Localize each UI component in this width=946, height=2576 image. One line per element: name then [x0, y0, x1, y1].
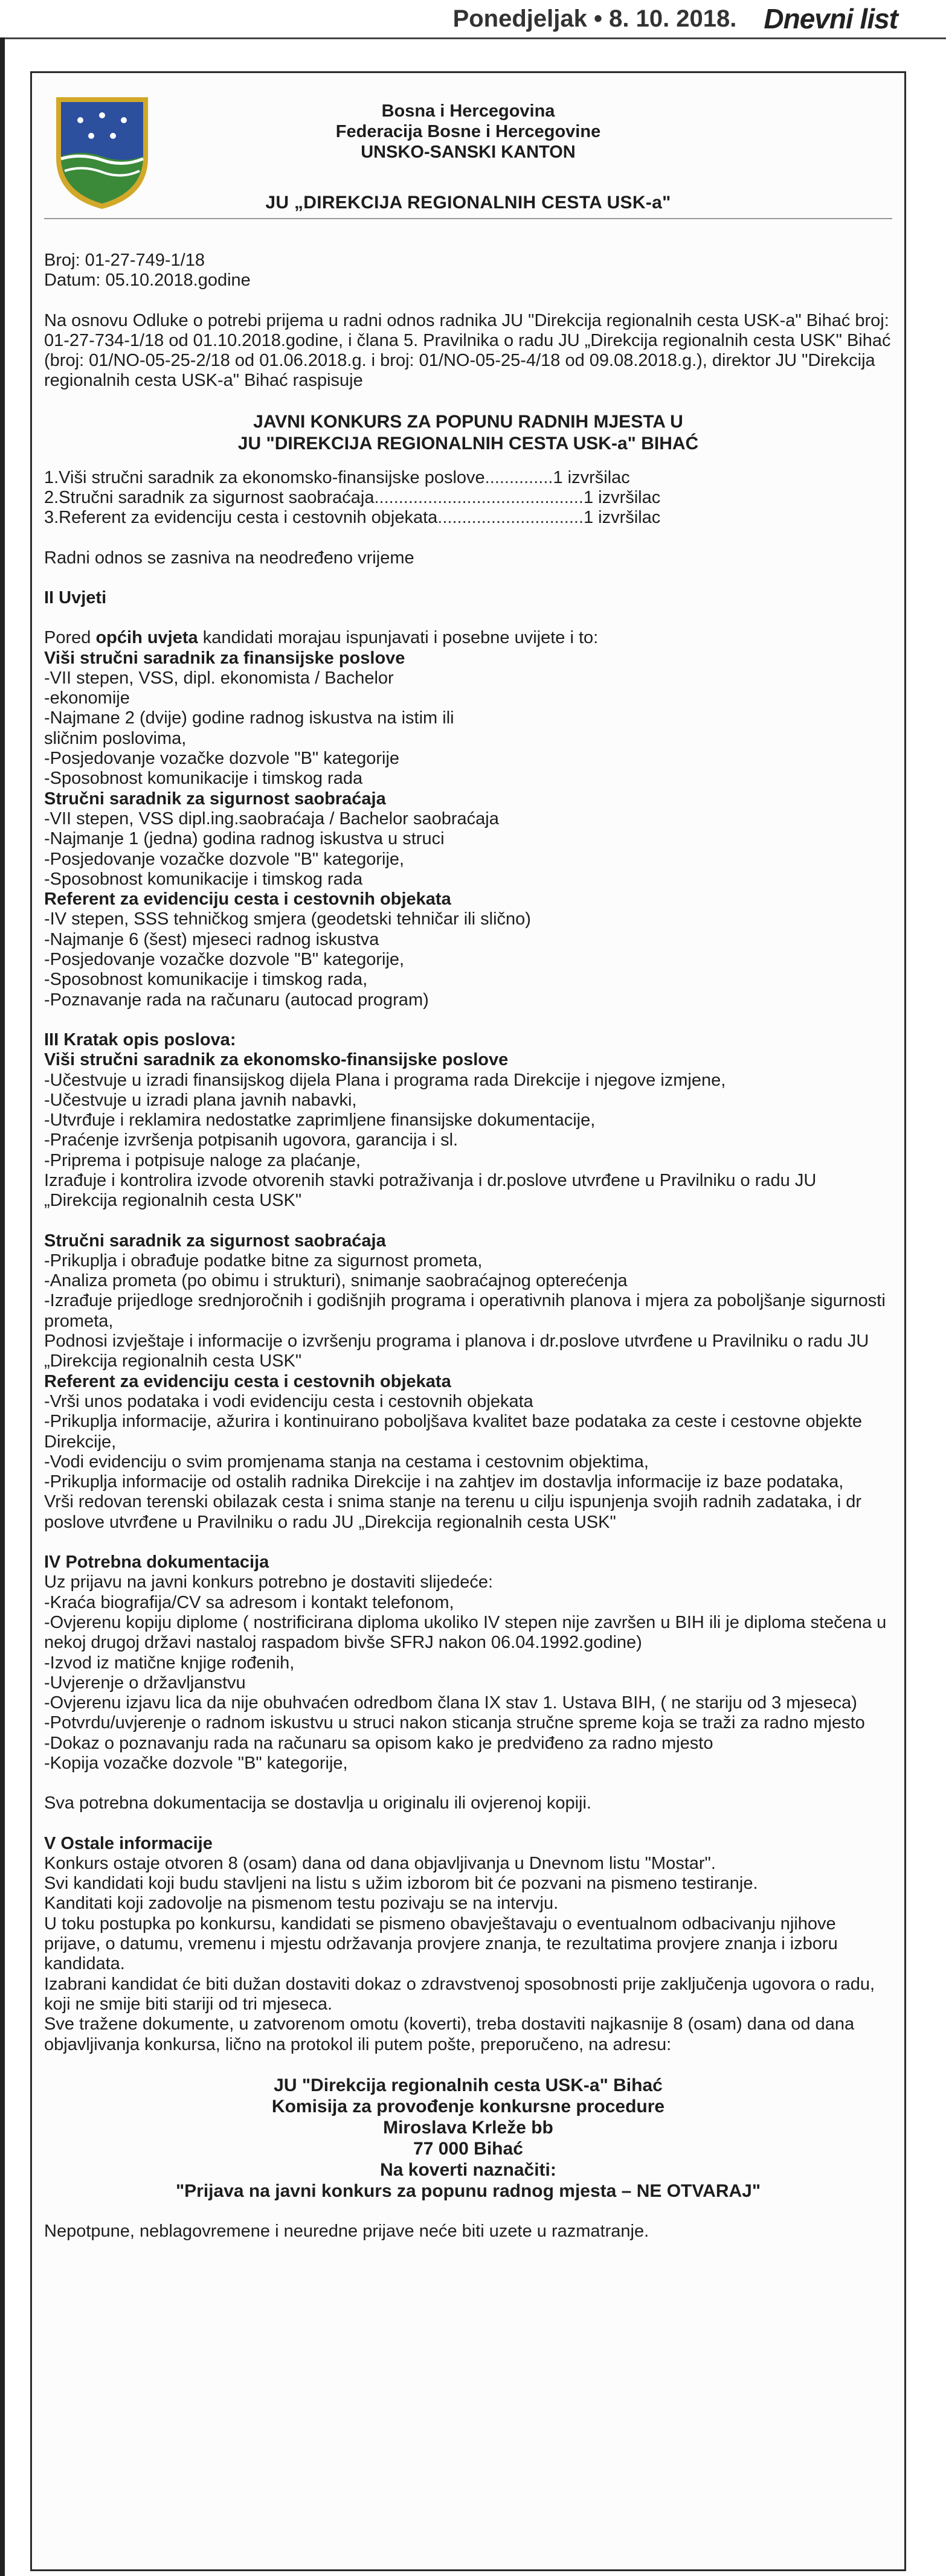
lead-text: kandidati morajau ispunjavati i posebne uvijete i to: [198, 628, 599, 648]
duties-groups [44, 1050, 892, 1533]
address-line: Komisija za provođenje konkursne procedure [271, 2096, 665, 2116]
dot-leader: .............................. [437, 508, 584, 528]
list-item: -Uvjerenje o državljanstvu [44, 1673, 246, 1693]
list-item: -Praćenje izvršenja potpisanih ugovora, garancija i sl. [44, 1130, 459, 1150]
list-item: -Prikuplja informacije od ostalih radnika Direkcije i na zahtjev im dostavlja informacije iz baze podataka, [44, 1472, 844, 1492]
footer-note: Nepotpune, neblagovremene i neuredne prijave neće biti uzete u razmatranje. [44, 2221, 649, 2241]
institution-name: JU „DIREKCIJA REGIONALNIH CESTA USK-a" [265, 193, 671, 213]
section-subtitle: Stručni saradnik za sigurnost saobraćaja [44, 789, 386, 809]
section-subtitle: Stručni saradnik za sigurnost saobraćaja [44, 1231, 386, 1251]
section-subtitle: Referent za evidenciju cesta i cestovnih objekata [44, 889, 451, 909]
list-item: -Sposobnost komunikacije i timskog rada [44, 869, 363, 889]
position-item [44, 488, 892, 508]
list-item: -Izvod iz matične knjige rođenih, [44, 1653, 295, 1673]
section-subtitle: Viši stručni saradnik za ekonomsko-finansijske poslove [44, 1050, 509, 1070]
lead-emphasis: općih uvjeta [95, 628, 198, 648]
country-line: Bosna i Hercegovina [381, 101, 555, 121]
list-item: -Vodi evidenciju o svim promjenama stanja na cestama i cestovnim objektima, [44, 1452, 649, 1472]
address-line: Miroslava Krleže bb [383, 2117, 553, 2138]
employment-note: Radni odnos se zasniva na neodređeno vrijeme [44, 548, 414, 568]
address-line: 77 000 Bihać [413, 2138, 523, 2159]
submission-address [44, 2075, 892, 2202]
job-announcement [30, 71, 906, 2571]
list-item: -Posjedovanje vozačke dozvole "B" kategorije [44, 749, 400, 769]
list-item: Vrši redovan terenski obilazak cesta i snima stanje na terenu u cilju ispunjenja svojih radnih zadataka, i dr poslove utvrđene u Pravilniku o radu JU „Direkcija regionalnih cesta USK" [44, 1492, 861, 1532]
list-item: -Kraća biografija/CV sa adresom i kontakt telefonom, [44, 1592, 454, 1612]
list-item: -VII stepen, VSS, dipl. ekonomista / Bachelor [44, 668, 394, 688]
position-label: 2.Stručni saradnik za sigurnost saobraćaja [44, 488, 375, 508]
position-item [44, 468, 892, 488]
documentation-note: Sva potrebna dokumentacija se dostavlja u originalu ili ovjerenoj kopiji. [44, 1793, 591, 1813]
list-item: -Kopija vozačke dozvole "B" kategorije, [44, 1754, 348, 1773]
position-label: 3.Referent za evidenciju cesta i cestovnih objekata [44, 508, 438, 528]
list-item: -Posjedovanje vozačke dozvole "B" kategorije, [44, 950, 405, 970]
envelope-instruction: "Prijava na javni konkurs za popunu radnog mjesta – NE OTVARAJ" [175, 2180, 761, 2201]
canton-line: UNSKO-SANSKI KANTON [361, 143, 576, 162]
newspaper-name: Dnevni list [764, 3, 898, 34]
position-count: 1 izvršilac [584, 508, 661, 528]
list-item: Konkurs ostaje otvoren 8 (osam) dana od dana objavljivanja u Dnevnom listu "Mostar". [44, 1853, 716, 1873]
list-item: Izabrani kandidat će biti dužan dostaviti dokaz o zdravstvenoj sposobnosti prije zaključenja ugovora o radu, koji ne smije biti stariji od tri mjeseca. [44, 1974, 875, 2014]
dot-leader: .............. [484, 467, 553, 487]
list-item: -Ovjerenu izjavu lica da nije obuhvaćen odredbom člana IX stav 1. Ustava BIH, ( ne stariju od 3 mjeseca) [44, 1693, 857, 1713]
newspaper-masthead [0, 0, 946, 37]
position-item [44, 508, 892, 528]
list-item: -Potvrdu/uvjerenje o radnom iskustvu u struci nakon sticanja stručne spreme koja se traži za radno mjesto [44, 1713, 865, 1733]
list-item: -Učestvuje u izradi plana javnih nabavki, [44, 1090, 357, 1110]
address-line: JU "Direkcija regionalnih cesta USK-a" Bihać [274, 2075, 663, 2095]
conditions-groups [44, 649, 892, 1010]
list-item: -Sposobnost komunikacije i timskog rada, [44, 970, 368, 990]
masthead-rule [0, 37, 946, 39]
position-label: 1.Viši stručni saradnik za ekonomsko-finansijske poslove [44, 467, 485, 487]
notice-header [44, 73, 892, 219]
position-count: 1 izvršilac [553, 467, 630, 487]
documentation-lead: Uz prijavu na javni konkurs potrebno je dostaviti slijedeće: [44, 1572, 494, 1592]
list-item: Izrađuje i kontrolira izvode otvorenih stavki potraživanja i dr.poslove utvrđene u Pravilniku o radu JU „Direkcija regionalnih cesta USK" [44, 1170, 817, 1211]
list-item: -Ovjerenu kopiju diplome ( nostrificirana diploma ukoliko IV stepen nije završen u BIH ili je diploma stečena u nekoj drugoj državi nastaloj raspadom bivše SFRJ nakon 06.04.1992.godine) [44, 1612, 887, 1653]
conditions-lead [44, 628, 892, 648]
list-item: -Posjedovanje vozačke dozvole "B" kategorije, [44, 849, 405, 869]
list-item: -Izrađuje prijedloge srednjoročnih i godišnjih programa i operativnih planova i mjera za poboljšanje sigurnosti prometa, [44, 1291, 886, 1331]
documentation-items [44, 1593, 892, 1774]
list-item: -Analiza prometa (po obimu i strukturi), snimanje saobraćajnog opterećenja [44, 1271, 628, 1291]
list-item: -Vrši unos podataka i vodi evidenciju cesta i cestovnih objekata [44, 1391, 533, 1411]
duties-heading: III Kratak opis poslova: [44, 1030, 236, 1049]
column-rule [0, 37, 5, 2576]
conditions-heading: II Uvjeti [44, 588, 107, 607]
list-item: Sve tražene dokumente, u zatvorenom omotu (koverti), treba dostaviti najkasnije 8 (osam) dana od dana objavljivanja konkursa, lično na protokol ili putem pošte, preporučeno, na adresu: [44, 2014, 855, 2054]
list-item: sličnim poslovima, [44, 728, 187, 748]
lead-text: Pored [44, 628, 96, 648]
list-item: U toku postupka po konkursu, kandidati se pismeno obavještavaju o eventualnom odbacivanju njihove prijave, o datumu, vremenu i mjestu održavanja provjere znanja, te rezultatima provjere znanja i izboru kandidata. [44, 1914, 838, 1974]
list-item: -Sposobnost komunikacije i timskog rada [44, 769, 363, 789]
notice-body [32, 219, 904, 2241]
list-item: -Dokaz o poznavanju rada na računaru sa opisom kako je predviđeno za radno mjesto [44, 1733, 713, 1753]
list-item: -Priprema i potpisuje naloge za plaćanje, [44, 1150, 361, 1170]
list-item: -Najmanje 1 (jedna) godina radnog iskustva u struci [44, 829, 445, 849]
list-item: -VII stepen, VSS dipl.ing.saobraćaja / Bachelor saobraćaja [44, 809, 499, 828]
list-item: -Prikuplja informacije, ažurira i kontinuirano poboljšava kvalitet baze podataka za ceste i cestovne objekte Direkcije, [44, 1412, 863, 1452]
list-item: -Poznavanje rada na računaru (autocad program) [44, 990, 429, 1010]
list-item: -Najmanje 6 (šest) mjeseci radnog iskustva [44, 929, 379, 949]
position-count: 1 izvršilac [583, 488, 661, 508]
list-item: -Prikuplja i obrađuje podatke bitne za sigurnost prometa, [44, 1251, 483, 1270]
list-item: -IV stepen, SSS tehničkog smjera (geodetski tehničar ili slično) [44, 909, 531, 929]
documentation-heading: IV Potrebna dokumentacija [44, 1552, 269, 1572]
section-subtitle: Viši stručni saradnik za finansijske poslove [44, 648, 405, 668]
intro-paragraph: Na osnovu Odluke o potrebi prijema u radni odnos radnika JU "Direkcija regionalnih cesta USK-a" Bihać broj: 01-27-734-1/18 od 01.10.2018.godine, i člana 5. Pravilnika o radu JU „Direkcija regionalnih cesta USK" Bihać (broj: 01/NO-05-25-2/18 od 01.06.2018.g. i broj: 01/NO-05-25-4/18 od 09.08.2018.g.), direktor JU "Direkcija regionalnih cesta USK-a" Bihać raspisuje [44, 310, 891, 391]
title-line: JAVNI KONKURS ZA POPUNU RADNIH MJESTA U [253, 411, 683, 432]
federation-line: Federacija Bosne i Hercegovine [335, 122, 601, 141]
list-item: Kanditati koji zadovolje na pismenom testu pozivaju se na intervju. [44, 1894, 559, 1914]
section-subtitle: Referent za evidenciju cesta i cestovnih objekata [44, 1371, 451, 1391]
reference-date: Datum: 05.10.2018.godine [44, 271, 251, 290]
other-info-heading: V Ostale informacije [44, 1833, 213, 1853]
issue-date: Ponedjeljak • 8. 10. 2018. [452, 5, 737, 32]
authority-lines [44, 101, 892, 162]
other-info-paragraphs [44, 1854, 892, 2055]
announcement-title [44, 411, 892, 455]
dot-leader: ........................................... [374, 488, 584, 508]
list-item: -Utvrđuje i reklamira nedostatke zaprimljene finansijske dokumentacije, [44, 1110, 596, 1130]
list-item: Podnosi izvještaje i informacije o izvršenju programa i planova i dr.poslove utvrđene u Pravilniku o radu JU „Direkcija regionalnih cesta USK" [44, 1331, 869, 1371]
list-item: -Najmane 2 (dvije) godine radnog iskustva na istim ili [44, 708, 454, 728]
list-item: -ekonomije [44, 688, 130, 708]
envelope-instruction-label: Na koverti naznačiti: [380, 2159, 556, 2180]
title-line: JU "DIREKCIJA REGIONALNIH CESTA USK-a" BIHAĆ [237, 433, 699, 453]
list-item: -Učestvuje u izradi finansijskog dijela Plana i programa rada Direkcije i njegove izmjene, [44, 1070, 726, 1090]
list-item: Svi kandidati koji budu stavljeni na listu s užim izborom bit će pozvani na pismeno testiranje. [44, 1874, 758, 1894]
positions-list [44, 468, 892, 528]
reference-number: Broj: 01-27-749-1/18 [44, 251, 205, 270]
